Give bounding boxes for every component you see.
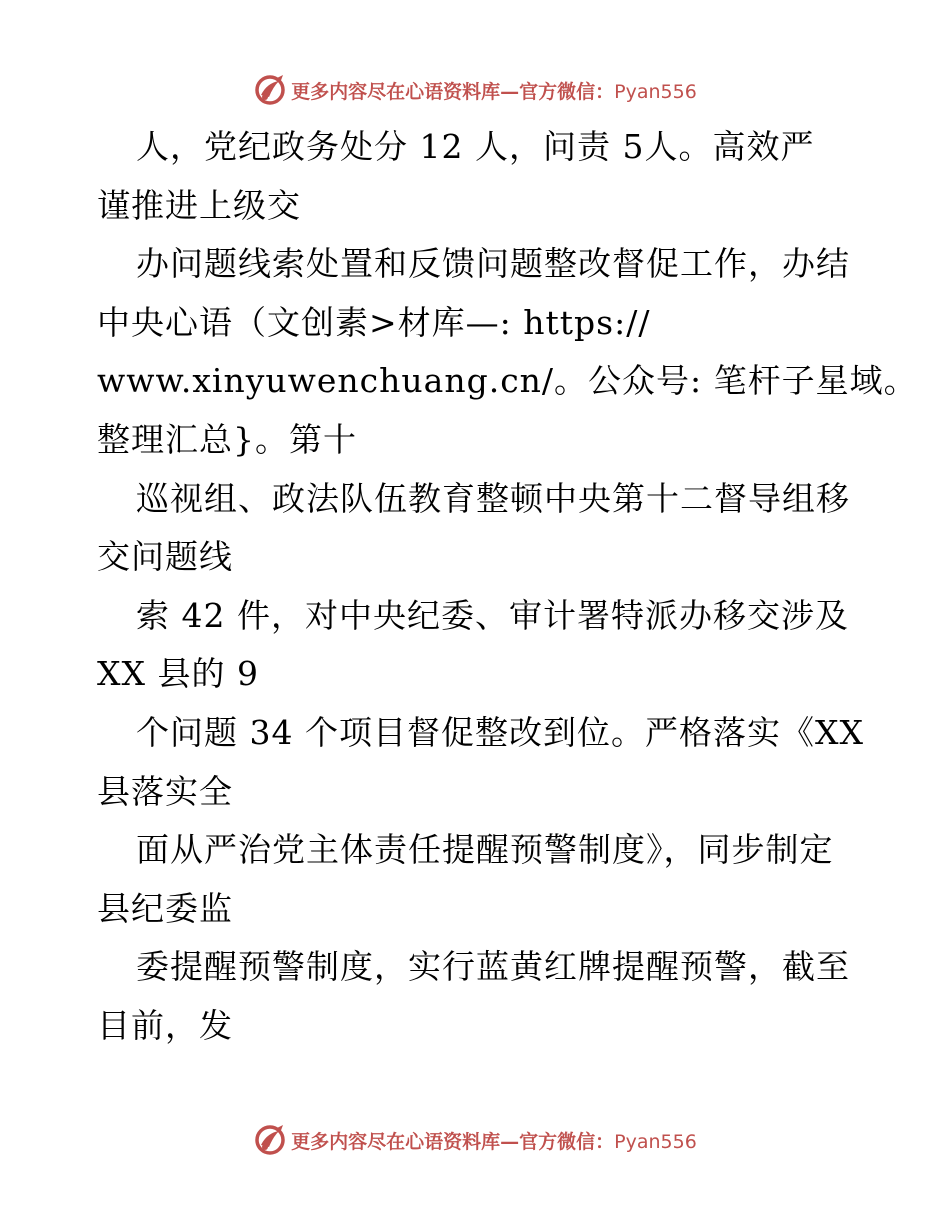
header-banner-inner [253,73,697,107]
footer-banner [0,1120,950,1160]
paragraph-line: 面从严治党主体责任提醒预警制度》，同步制定 [136,830,834,870]
header-banner-text [291,77,697,104]
paragraph-line: 目前，发 [97,1005,233,1045]
brush-seal-logo-icon [253,73,287,107]
brush-seal-logo-icon [253,1123,287,1157]
header-banner-wechat-id: Pyan556 [614,80,697,103]
paragraph-line: www.xinyuwenchuang.cn/。公众号: 笔杆子星域。 [97,361,918,401]
paragraph-line: 人，党纪政务处分 12 人，问责 5人。高效严 [136,127,815,166]
paragraph-line: 巡视组、政法队伍教育整顿中央第十二督导组移 [136,478,850,518]
paragraph-line: 索 42 件，对中央纪委、审计署特派办移交涉及 [136,595,849,635]
header-banner [0,70,950,110]
paragraph-line: 县落实全 [97,771,233,811]
paragraph-line: 委提醒预警制度，实行蓝黄红牌提醒预警，截至 [136,947,850,987]
paragraph-line: 交问题线 [97,537,233,577]
footer-banner-text-cn: 更多内容尽在心语资料库—官方微信： [291,1130,615,1153]
paragraph-line: 县纪委监 [97,888,233,928]
footer-banner-inner [253,1123,697,1157]
document-body [97,118,918,1056]
footer-banner-wechat-id: Pyan556 [614,1130,697,1153]
paragraph-line: XX 县的 9 [97,654,259,694]
paragraph-line: 中央心语（文创素>材库—: https:// [97,302,651,342]
paragraph-line: 整理汇总}。第十 [97,419,357,459]
footer-banner-text [291,1127,697,1154]
paragraph-line: 个问题 34 个项目督促整改到位。严格落实《XX [136,712,864,752]
header-banner-text-cn: 更多内容尽在心语资料库—官方微信： [291,80,615,103]
paragraph-line: 谨推进上级交 [97,185,301,225]
paragraph-line: 办问题线索处置和反馈问题整改督促工作，办结 [136,244,850,284]
